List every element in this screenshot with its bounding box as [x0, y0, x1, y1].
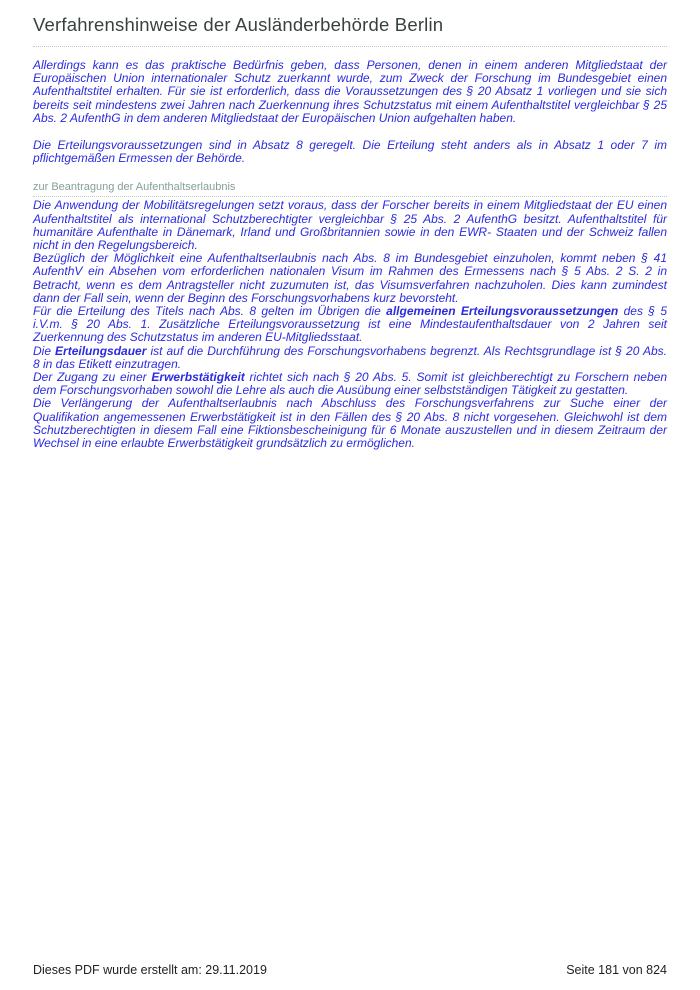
body-paragraph-1: Die Anwendung der Mobilitätsregelungen setzt voraus, dass der Forscher bereits in einem Mitgliedstaat der EU einen Aufenthaltstitel als international Schutzberechtigter vergleichbar § 25 Abs. 2 AufenthG besitzt. Aufenthaltstitel für humanitäre Aufenthalte in Dänemark, Irland und Großbritannien sowie in den EWR- Staaten und der Schweiz fallen nicht in den Regelungsbereich.	[33, 198, 667, 253]
page-footer	[33, 963, 667, 977]
section-label-beantragung: zur Beantragung der Aufenthaltserlaubnis	[33, 181, 236, 194]
intro-paragraph-2: Die Erteilungsvoraussetzungen sind in Absatz 8 geregelt. Die Erteilung steht anders als in Absatz 1 oder 7 im pflichtgemäßen Ermessen der Behörde.	[33, 138, 667, 166]
intro-section	[33, 59, 667, 165]
footer-page-number: Seite 181 von 824	[566, 963, 667, 977]
body-paragraph-2: Bezüglich der Möglichkeit eine Aufenthaltserlaubnis nach Abs. 8 im Bundesgebiet einzuholen, kommt neben § 41 AufenthV ein Absehen vom erforderlichen nationalen Visum im Rahmen des Ermessens nach § 5 Abs. 2 S. 2 in Betracht, wenn es dem Antragsteller nicht zuzumuten ist, das Visumsverfahren nachzuholen. Dies kann zumindest dann der Fall sein, wenn der Beginn des Forschungsvorhabens kurz bevorsteht.	[33, 251, 667, 305]
body-paragraph-3: Für die Erteilung des Titels nach Abs. 8 gelten im Übrigen die allgemeinen Erteilungsvoraussetzungen des § 5 i.V.m. § 20 Abs. 1. Zusätzliche Erteilungsvoraussetzung ist eine Mindestaufenthaltsdauer von 2 Jahren seit Zuerkennung des Schutzstatus im anderen EU-Mitgliedsstaat.	[33, 304, 667, 345]
body-paragraph-4: Die Erteilungsdauer ist auf die Durchführung des Forschungsvorhabens begrenzt. Als Rechtsgrundlage ist § 20 Abs. 8 in das Etikett einzutragen.	[33, 343, 667, 371]
page-title: Verfahrenshinweise der Ausländerbehörde Berlin	[33, 14, 444, 35]
footer-created-date: Dieses PDF wurde erstellt am: 29.11.2019	[33, 963, 267, 977]
body-paragraph-6: Die Verlängerung der Aufenthaltserlaubnis nach Abschluss des Forschungsverfahrens zur Suche einer der Qualifikation angemessenen Erwerbstätigkeit ist in den Fällen des § 20 Abs. 8 nicht vorgesehen. Gleichwohl ist dem Schutzberechtigten in diesem Fall eine Fiktionsbescheinigung für 6 Monate auszustellen und in diesem Zeitraum der Wechsel in eine erlaubte Erwerbstätigkeit grundsätzlich zu ermöglichen.	[33, 396, 667, 451]
section-body	[33, 199, 667, 450]
section-divider	[33, 196, 667, 197]
body-paragraph-5: Der Zugang zu einer Erwerbstätigkeit richtet sich nach § 20 Abs. 5. Somit ist gleichberechtigt zu Forschern neben dem Forschungsvorhaben sowohl die Lehre als auch die Ausübung einer selbstständigen Tätigkeit zu gestatten.	[33, 370, 667, 398]
intro-paragraph-1: Allerdings kann es das praktische Bedürfnis geben, dass Personen, denen in einem anderen Mitgliedstaat der Europäischen Union internationaler Schutz zuerkannt wurde, zum Zweck der Forschung im Bundesgebiet einen Aufenthaltstitel erhalten. Für sie ist erforderlich, dass die Voraussetzungen des § 20 Absatz 1 vorliegen und sie sich bereits seit mindestens zwei Jahren nach Zuerkennung ihres Schutzstatus mit einem Aufenthaltstitel vergleichbar § 25 Abs. 2 AufenthG in dem anderen Mitgliedstaat der Europäischen Union aufgehalten haben.	[33, 58, 667, 125]
title-divider	[33, 46, 667, 47]
